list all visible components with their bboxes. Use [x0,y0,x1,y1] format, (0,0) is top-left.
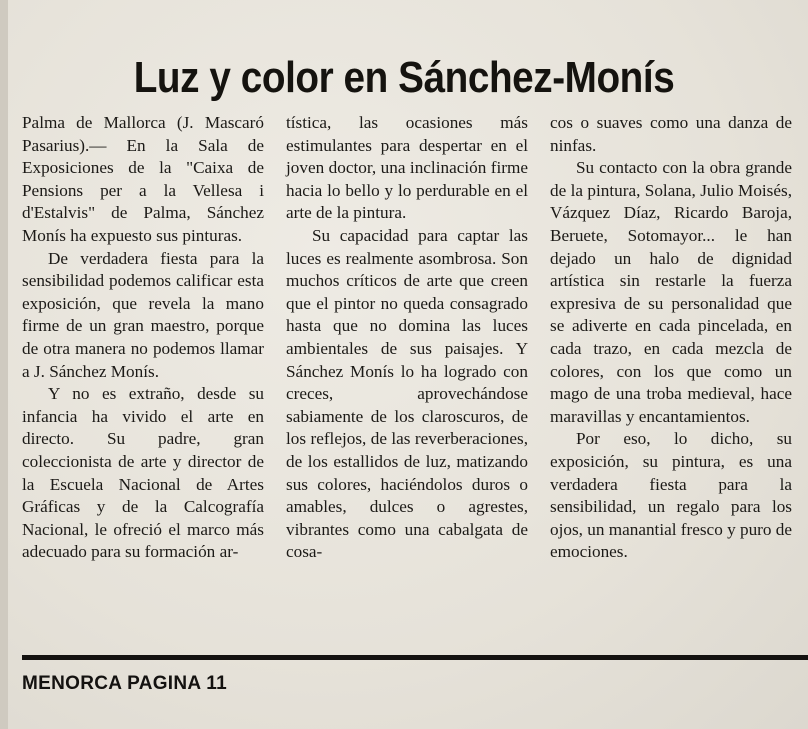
paragraph: cos o suaves como una danza de ninfas. [550,113,792,155]
text-column-2 [286,112,528,564]
paragraph: Su capacidad para captar las luces es realmente asombrosa. Son muchos críticos de arte que creen que el pintor no queda consagrado hasta que no domina las luces ambientales de sus paisajes. Y Sánchez Monís lo ha logrado con creces, aprovechándose sabiamente de los claroscuros, de los reflejos, de las reverberaciones, de los estallidos de luz, matizando sus colores, haciéndolos duros o amables, dulces o agrestes, vibrantes como una cabalgata de cosa- [286,225,528,562]
paragraph: Palma de Mallorca (J. Mascaró Pasarius).— En la Sala de Exposiciones de la "Caixa de Pensions per a la Vellesa i d'Estalvis" de Palma, Sánchez Monís ha expuesto sus pinturas. [22,113,264,245]
paragraph: De verdadera fiesta para la sensibilidad podemos calificar esta exposición, que revela la mano firme de un gran maestro, porque de otra manera no podemos llamar a J. Sánchez Monís. [22,248,264,381]
paragraph: Y no es extraño, desde su infancia ha vivido el arte en directo. Su padre, gran coleccionista de arte y director de la Escuela Nacional de Artes Gráficas y de la Calcografía Nacional, le ofreció el marco más adecuado para su formación ar- [22,384,264,562]
footer-rule [22,655,808,660]
paragraph: Por eso, lo dicho, su exposición, su pintura, es una verdadera fiesta para la sensibilidad, un regalo para los ojos, un manantial fresco y puro de emociones. [550,429,792,562]
article-headline: Luz y color en Sánchez-Monís [133,53,675,102]
text-column-3 [550,112,792,564]
paragraph: tística, las ocasiones más estimulantes para despertar en el joven doctor, una inclinación firme hacia lo bello y lo perdurable en el arte de la pintura. [286,113,528,223]
paragraph: Su contacto con la obra grande de la pintura, Solana, Julio Moisés, Vázquez Díaz, Ricardo Baroja, Beruete, Sotomayor... le han dejado un halo de dignidad artística sin restarle la fuerza expresiva de su personalidad que se adiverte en cada pincelada, en cada trazo, en cada mezcla de colores, con los que como un mago de una troba medieval, hace maravillas y encantamientos. [550,158,792,426]
page-footer-label: MENORCA PAGINA 11 [22,673,227,694]
text-column-1 [22,112,264,564]
page-edge [0,0,8,729]
article-body [22,112,792,647]
